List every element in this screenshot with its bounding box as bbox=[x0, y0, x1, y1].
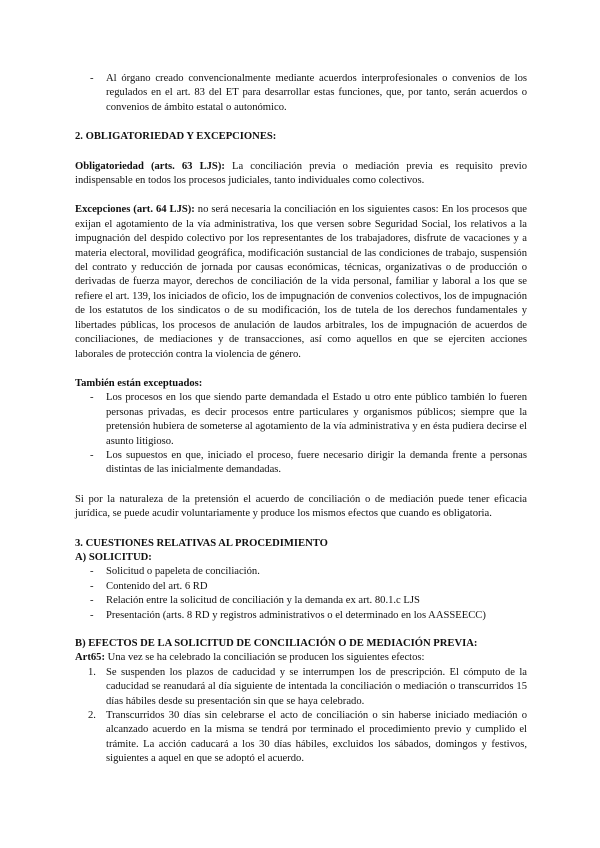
list-marker: 2. bbox=[88, 710, 96, 722]
section2-heading: 2. OBLIGATORIEDAD Y EXCEPCIONES: bbox=[75, 131, 277, 143]
closing-paragraph: Si por la naturaleza de la pretensión el acuerdo de conciliación o de mediación puede tener eficacia jurídica, se puede acudir voluntariamente y produce los mismos efectos que cuando es obligatoria. bbox=[75, 493, 527, 520]
intro-bullet: - Al órgano creado convencionalmente mediante acuerdos interprofesionales o convenios de los regulados en el art. 83 del ET para desarrollar estas funciones, que, por tanto, serán acuerdos o convenios de ámbito estatal o autonómico. bbox=[75, 72, 527, 115]
excepciones-paragraph bbox=[75, 203, 527, 361]
list-item bbox=[75, 666, 527, 709]
subheading-solicitud: A) SOLICITUD: bbox=[75, 551, 152, 563]
list-item: - Solicitud o papeleta de conciliación. bbox=[75, 565, 527, 579]
art65-text: Una vez se ha celebrado la conciliación se producen los siguientes efectos: bbox=[105, 652, 425, 664]
obligatoriedad-label: Obligatoriedad (arts. 63 LJS): bbox=[75, 160, 225, 172]
obligatoriedad-text: La conciliación previa o mediación previa es requisito previo indispensable en todos los procesos judiciales, tanto individuales como colectivos. bbox=[75, 160, 527, 187]
list-marker: 1. bbox=[88, 666, 96, 678]
list-item-text: Transcurridos 30 días sin celebrarse el acto de conciliación o sin haberse iniciado mediación o alcanzado acuerdo en la misma se tendrá por terminado el procedimiento previo y cumplido el trámite. La acción caducará a los 30 días hábiles, excluidos los sábados, domingos y festivos, siguientes a aquel en que se adoptó el acuerdo. bbox=[106, 710, 527, 765]
list-item-text: Se suspenden los plazos de caducidad y se interrumpen los de prescripción. El cómputo de la caducidad se reanudará al día siguiente de intentada la conciliación o mediación o transcurridos 15 días hábiles desde su presentación sin que se haya celebrado. bbox=[106, 666, 527, 707]
excepciones-text: no será necesaria la conciliación en los siguientes casos: En los procesos que exijan el agotamiento de la vía administrativa, los que versen sobre Seguridad Social, los relativos a la impugnación del despido colectivo por los representantes de los trabajadores, disfrute de vacaciones y a materia electoral, movilidad geográfica, modificación sustancial de las condiciones de trabajo, suspensión del contrato y reducción de jornada por causas económicas, técnicas, organizativas o de producción o derivadas de fuerza mayor, derechos de conciliación de la vida personal, familiar y laboral a los que se refiere el art. 139, los iniciados de oficio, los de impugnación de convenios colectivos, los de impugnación de los estatutos de los sindicatos o de su modificación, los de tutela de los derechos fundamentales y libertades públicas, los procesos de anulación de laudos arbitrales, los de impugnación de acuerdos de conciliaciones, de mediaciones y de transacciones, así como aquellos en que se ejerciten acciones laborales de protección contra la violencia de género. bbox=[75, 204, 527, 360]
intro-list bbox=[75, 72, 527, 115]
obligatoriedad-paragraph bbox=[75, 160, 527, 189]
tambien-label: También están exceptuados: bbox=[75, 377, 203, 389]
art65-paragraph bbox=[75, 651, 527, 665]
document-body bbox=[75, 72, 527, 767]
art65-label: Art65: bbox=[75, 652, 106, 664]
tambien-list bbox=[75, 391, 527, 477]
list-item bbox=[75, 709, 527, 767]
list-item: - Contenido del art. 6 RD bbox=[75, 580, 527, 594]
excepciones-label: Excepciones (art. 64 LJS): bbox=[75, 204, 195, 216]
list-item: - Presentación (arts. 8 RD y registros administrativos o el determinado en los AASSEECC) bbox=[75, 609, 527, 623]
section3-heading: 3. CUESTIONES RELATIVAS AL PROCEDIMIENTO bbox=[75, 537, 328, 549]
subheading-efectos: B) EFECTOS DE LA SOLICITUD DE CONCILIACIÓN O DE MEDIACIÓN PREVIA: bbox=[75, 638, 478, 649]
solicitud-list bbox=[75, 565, 527, 623]
efectos-list bbox=[75, 666, 527, 767]
list-item: - Relación entre la solicitud de conciliación y la demanda ex art. 80.1.c LJS bbox=[75, 594, 527, 608]
list-item: - Los procesos en los que siendo parte demandada el Estado u otro ente público también lo fueren personas privadas, es decir procesos entre particulares y organismos públicos; siempre que la pretensión hubiera de someterse al agotamiento de la vía administrativa y en ésta pudiera decirse el asunto litigioso. bbox=[75, 391, 527, 449]
list-item: - Los supuestos en que, iniciado el proceso, fuere necesario dirigir la demanda frente a personas distintas de las inicialmente demandadas. bbox=[75, 449, 527, 478]
